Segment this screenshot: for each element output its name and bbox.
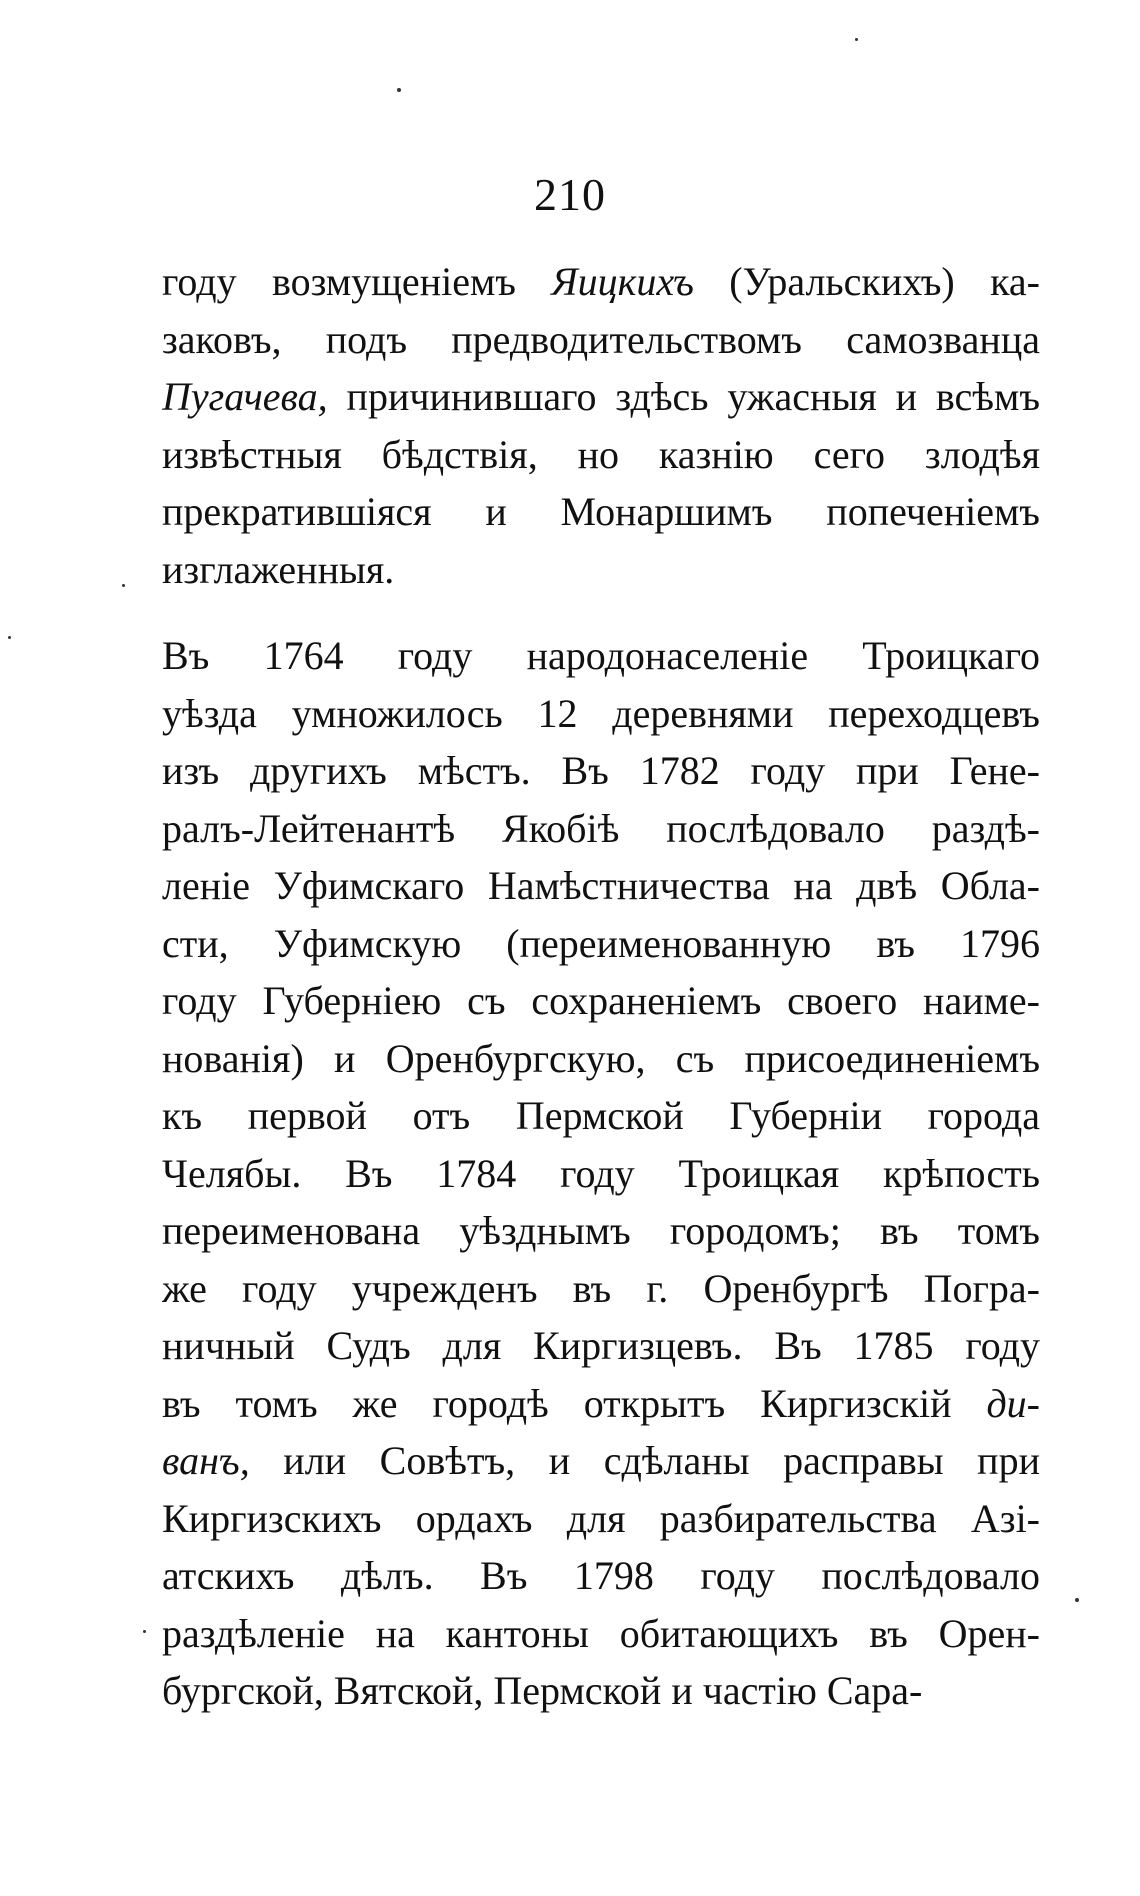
text-segment: причинившаго здѣсь ужасныя и всѣмъ — [327, 374, 1040, 419]
text-segment: извѣстныя бѣдствія, но казнію сего злодѣя — [162, 431, 1040, 477]
text-line — [162, 627, 1040, 685]
text-segment: уѣзда умножилось 12 деревнями переходцевъ — [162, 690, 1040, 736]
text-line — [162, 1605, 1040, 1663]
scan-speck — [1075, 1598, 1079, 1602]
text-line — [162, 1317, 1040, 1375]
text-line — [162, 1145, 1040, 1203]
text-line — [162, 1490, 1040, 1548]
text-segment: же году учрежденъ въ г. Оренбургѣ Погра- — [162, 1265, 1040, 1311]
italic-text: Пугачева, — [162, 374, 328, 419]
text-line — [162, 915, 1040, 973]
text-line — [162, 800, 1040, 858]
italic-text: ванъ, — [162, 1438, 250, 1483]
text-segment: году возмущеніемъ — [162, 259, 552, 304]
text-line — [162, 1547, 1040, 1605]
text-line — [162, 1030, 1040, 1088]
text-segment: ничный Судъ для Киргизцевъ. Въ 1785 году — [162, 1323, 1040, 1368]
text-line — [162, 1260, 1040, 1318]
text-line — [162, 1662, 1040, 1720]
text-line — [162, 742, 1040, 800]
text-segment: переименована уѣзднымъ городомъ; въ томъ — [162, 1208, 1040, 1253]
scan-speck — [8, 636, 11, 639]
text-line — [162, 368, 1040, 426]
text-segment: или Совѣтъ, и сдѣланы расправы при — [249, 1438, 1040, 1483]
text-line — [162, 541, 1040, 599]
text-segment: изъ другихъ мѣстъ. Въ 1782 году при Гене- — [162, 748, 1040, 793]
text-line — [162, 253, 1040, 311]
text-line — [162, 1432, 1040, 1490]
text-segment: въ томъ же городѣ открытъ Киргизскій — [162, 1380, 987, 1426]
scan-speck — [855, 38, 858, 41]
text-line — [162, 483, 1040, 541]
text-line — [162, 1202, 1040, 1260]
text-segment: ралъ-Лейтенантѣ Якобіѣ послѣдовало раздѣ- — [162, 805, 1040, 851]
text-segment: (Уральскихъ) ка- — [693, 259, 1040, 304]
paragraph-2 — [162, 627, 1040, 1720]
text-line — [162, 685, 1040, 743]
text-line — [162, 857, 1040, 915]
text-segment: къ первой отъ Пермской Губерніи города — [162, 1093, 1040, 1138]
text-segment: бургской, Вятской, Пермской и частію Сара- — [162, 1668, 923, 1713]
text-segment: атскихъ дѣлъ. Въ 1798 году послѣдовало — [162, 1553, 1040, 1598]
text-segment: Киргизскихъ ордахъ для разбирательства Азі- — [162, 1495, 1040, 1541]
text-line — [162, 1087, 1040, 1145]
text-segment: заковъ, подъ предводительствомъ самозванца — [162, 316, 1040, 362]
text-segment: изглаженныя. — [162, 546, 395, 592]
text-segment: леніе Уфимскаго Намѣстничества на двѣ Обла- — [162, 863, 1040, 908]
text-line — [162, 311, 1040, 369]
paragraph-1 — [162, 253, 1040, 598]
text-segment: Въ 1764 году народонаселеніе Троицкаго — [162, 633, 1040, 678]
text-segment: раздѣленіе на кантоны обитающихъ въ Орен- — [162, 1610, 1040, 1656]
scan-speck — [122, 584, 125, 587]
text-segment: Челябы. Въ 1784 году Троицкая крѣпость — [162, 1150, 1040, 1196]
scan-speck — [143, 1630, 146, 1633]
text-segment: году Губерніею съ сохраненіемъ своего наиме- — [162, 978, 1040, 1023]
italic-text: Яицкихъ — [551, 259, 694, 304]
text-segment: прекратившіяся и Монаршимъ попеченіемъ — [162, 489, 1040, 534]
text-segment: нованія) и Оренбургскую, съ присоединеніемъ — [162, 1035, 1040, 1081]
text-line — [162, 426, 1040, 484]
text-line — [162, 972, 1040, 1030]
text-segment: сти, Уфимскую (переименованную въ 1796 — [162, 920, 1040, 966]
text-line — [162, 1375, 1040, 1433]
italic-text: ди- — [986, 1380, 1040, 1426]
scan-speck — [397, 88, 401, 92]
page-number: 210 — [534, 169, 606, 220]
